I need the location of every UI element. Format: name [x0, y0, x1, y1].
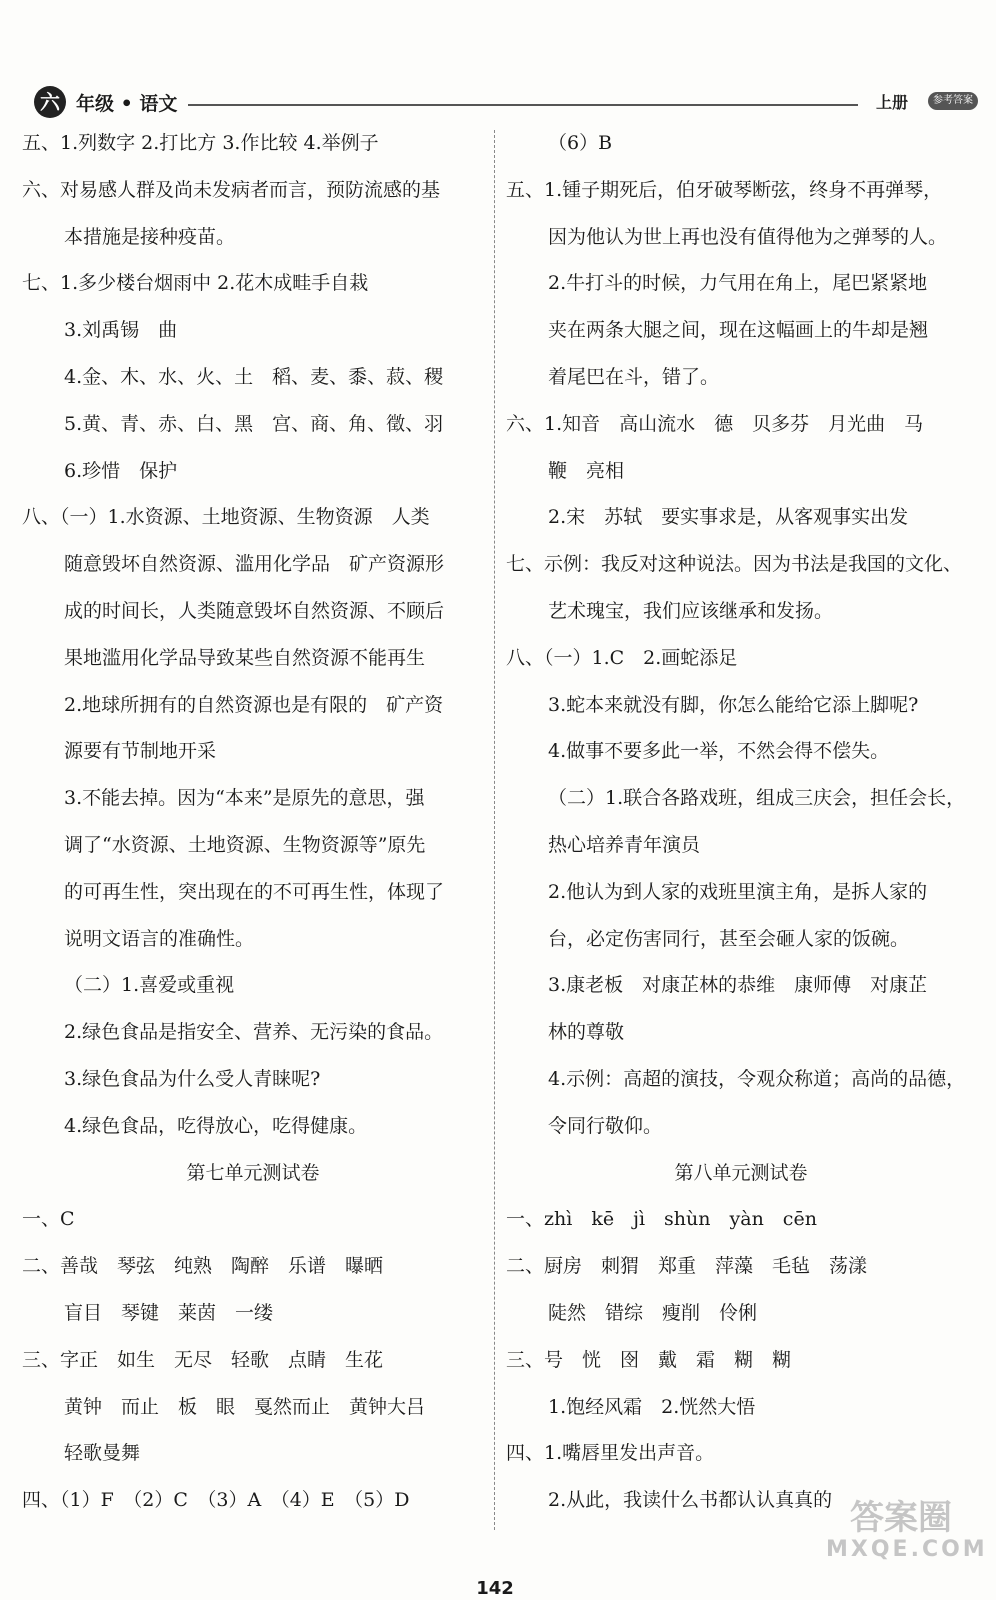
answer-line: 轻歌曼舞: [64, 1442, 141, 1465]
answer-line: 五、1.锺子期死后，伯牙破琴断弦，终身不再弹琴，: [506, 178, 943, 201]
answer-line: 黄钟 而止 板 眼 戛然而止 黄钟大吕: [64, 1395, 426, 1418]
answer-line: 八、（一）1.C 2.画蛇添足: [506, 646, 738, 669]
right-column: [506, 120, 976, 1524]
watermark-url-text: MXQE.COM: [826, 1537, 988, 1562]
answer-line: 6.珍惜 保护: [64, 459, 178, 482]
answer-line: 一、C: [22, 1208, 75, 1231]
answer-line: 的可再生性，突出现在的不可再生性，体现了: [64, 880, 445, 903]
answer-line: 林的尊敬: [548, 1021, 625, 1044]
answer-line: 七、示例：我反对这种说法。因为书法是我国的文化、: [506, 553, 963, 576]
answer-line: 3.蛇本来就没有脚，你怎么能给它添上脚呢?: [548, 693, 919, 716]
answer-line: 3.康老板 对康芷林的恭维 康师傅 对康芷: [548, 974, 928, 997]
answer-line: 台，必定伤害同行，甚至会砸人家的饭碗。: [548, 927, 910, 950]
grade-badge: 六: [34, 86, 66, 118]
column-divider: [494, 130, 495, 1530]
answer-line: （二）1.喜爱或重视: [64, 974, 235, 997]
answer-line: 随意毁坏自然资源、滥用化学品 矿产资源形: [64, 553, 445, 576]
answer-line: 4.做事不要多此一举，不然会得不偿失。: [548, 740, 890, 763]
answer-line: 艺术瑰宝，我们应该继承和发扬。: [548, 599, 834, 622]
answer-line: 5.黄、青、赤、白、黑 宫、商、角、徵、羽: [64, 412, 444, 435]
answer-line: 着尾巴在斗，错了。: [548, 365, 720, 388]
answer-line: 4.绿色食品，吃得放心，吃得健康。: [64, 1114, 368, 1137]
answer-line: 令同行敬仰。: [548, 1114, 663, 1137]
answer-line: （二）1.联合各路戏班，组成三庆会，担任会长，: [548, 787, 966, 810]
answer-line: 2.地球所拥有的自然资源也是有限的 矿产资: [64, 693, 444, 716]
answer-line: 成的时间长，人类随意毁坏自然资源、不顾后: [64, 599, 445, 622]
subject-label: 年级 • 语文: [76, 93, 178, 115]
answer-line: 2.从此，我读什么书都认认真真的: [548, 1489, 833, 1512]
answer-line: 2.他认为到人家的戏班里演主角，是拆人家的: [548, 880, 928, 903]
header-rule: [188, 104, 858, 106]
answer-line: 五、1.列数字 2.打比方 3.作比较 4.举例子: [22, 132, 379, 154]
answer-line: 4.金、木、水、火、土 稻、麦、黍、菽、稷: [64, 365, 444, 388]
answer-line: 七、1.多少楼台烟雨中 2.花木成畦手自栽: [22, 272, 369, 295]
answer-line: 本措施是接种疫苗。: [64, 225, 236, 248]
answer-line: 3.绿色食品为什么受人青睐呢?: [64, 1067, 321, 1090]
answer-line: 2.牛打斗的时候，力气用在角上，尾巴紧紧地: [548, 272, 928, 295]
answer-line: 果地滥用化学品导致某些自然资源不能再生: [64, 646, 426, 669]
left-column: [22, 120, 484, 1524]
answer-line: 三、字正 如生 无尽 轻歌 点睛 生花: [22, 1348, 384, 1371]
answer-line: 4.示例：高超的演技，令观众称道；高尚的品德，: [548, 1067, 966, 1090]
answer-line: 2.宋 苏轼 要实事求是，从客观事实出发: [548, 506, 909, 529]
page-header: [28, 86, 978, 120]
answer-line: 一、zhì kē jì shùn yàn cēn: [506, 1208, 817, 1231]
answer-key-badge: 参考答案: [928, 92, 978, 110]
page-number: 142: [476, 1578, 514, 1599]
watermark-main-text: 答案圈: [850, 1498, 952, 1538]
answer-line: 六、1.知音 高山流水 德 贝多芬 月光曲 马: [506, 412, 924, 435]
answer-line: 陡然 错综 瘦削 伶俐: [548, 1301, 758, 1324]
answer-line: 1.饱经风霜 2.恍然大悟: [548, 1395, 756, 1418]
answer-line: 八、（一）1.水资源、土地资源、生物资源 人类: [22, 506, 430, 529]
answer-line: 2.绿色食品是指安全、营养、无污染的食品。: [64, 1021, 444, 1044]
answer-line: 热心培养青年演员: [548, 833, 701, 856]
answer-line: 二、厨房 刺猬 郑重 萍藻 毛毡 荡漾: [506, 1255, 868, 1278]
answer-line: 二、善哉 琴弦 纯熟 陶醉 乐谱 曝晒: [22, 1255, 384, 1278]
answer-line: 三、号 恍 囹 戴 霜 糊 糊: [506, 1348, 792, 1371]
answer-line: 源要有节制地开采: [64, 740, 217, 763]
answer-line: 3.刘禹锡 曲: [64, 319, 178, 342]
answer-line: 盲目 琴键 莱茵 一缕: [64, 1301, 274, 1324]
site-watermark: [826, 1498, 988, 1572]
volume-label: 上册: [875, 93, 908, 112]
answer-line: （6）B: [548, 132, 613, 154]
section-title: 第七单元测试卷: [186, 1161, 320, 1184]
section-title: 第八单元测试卷: [674, 1161, 808, 1184]
answer-line: 六、对易感人群及尚未发病者而言，预防流感的基: [22, 178, 441, 201]
answer-line: 四、1.嘴唇里发出声音。: [506, 1442, 715, 1465]
answer-line: 3.不能去掉。因为“本来”是原先的意思，强: [64, 787, 425, 810]
answer-line: 调了“水资源、土地资源、生物资源等”原先: [64, 833, 426, 856]
answer-line: 因为他认为世上再也没有值得他为之弹琴的人。: [548, 225, 948, 248]
answer-line: 四、（1）F （2）C （3）A （4）E （5）D: [22, 1489, 410, 1512]
answer-line: 夹在两条大腿之间，现在这幅画上的牛却是翘: [548, 319, 929, 342]
answer-line: 说明文语言的准确性。: [64, 927, 255, 950]
answer-line: 鞭 亮相: [548, 459, 625, 482]
